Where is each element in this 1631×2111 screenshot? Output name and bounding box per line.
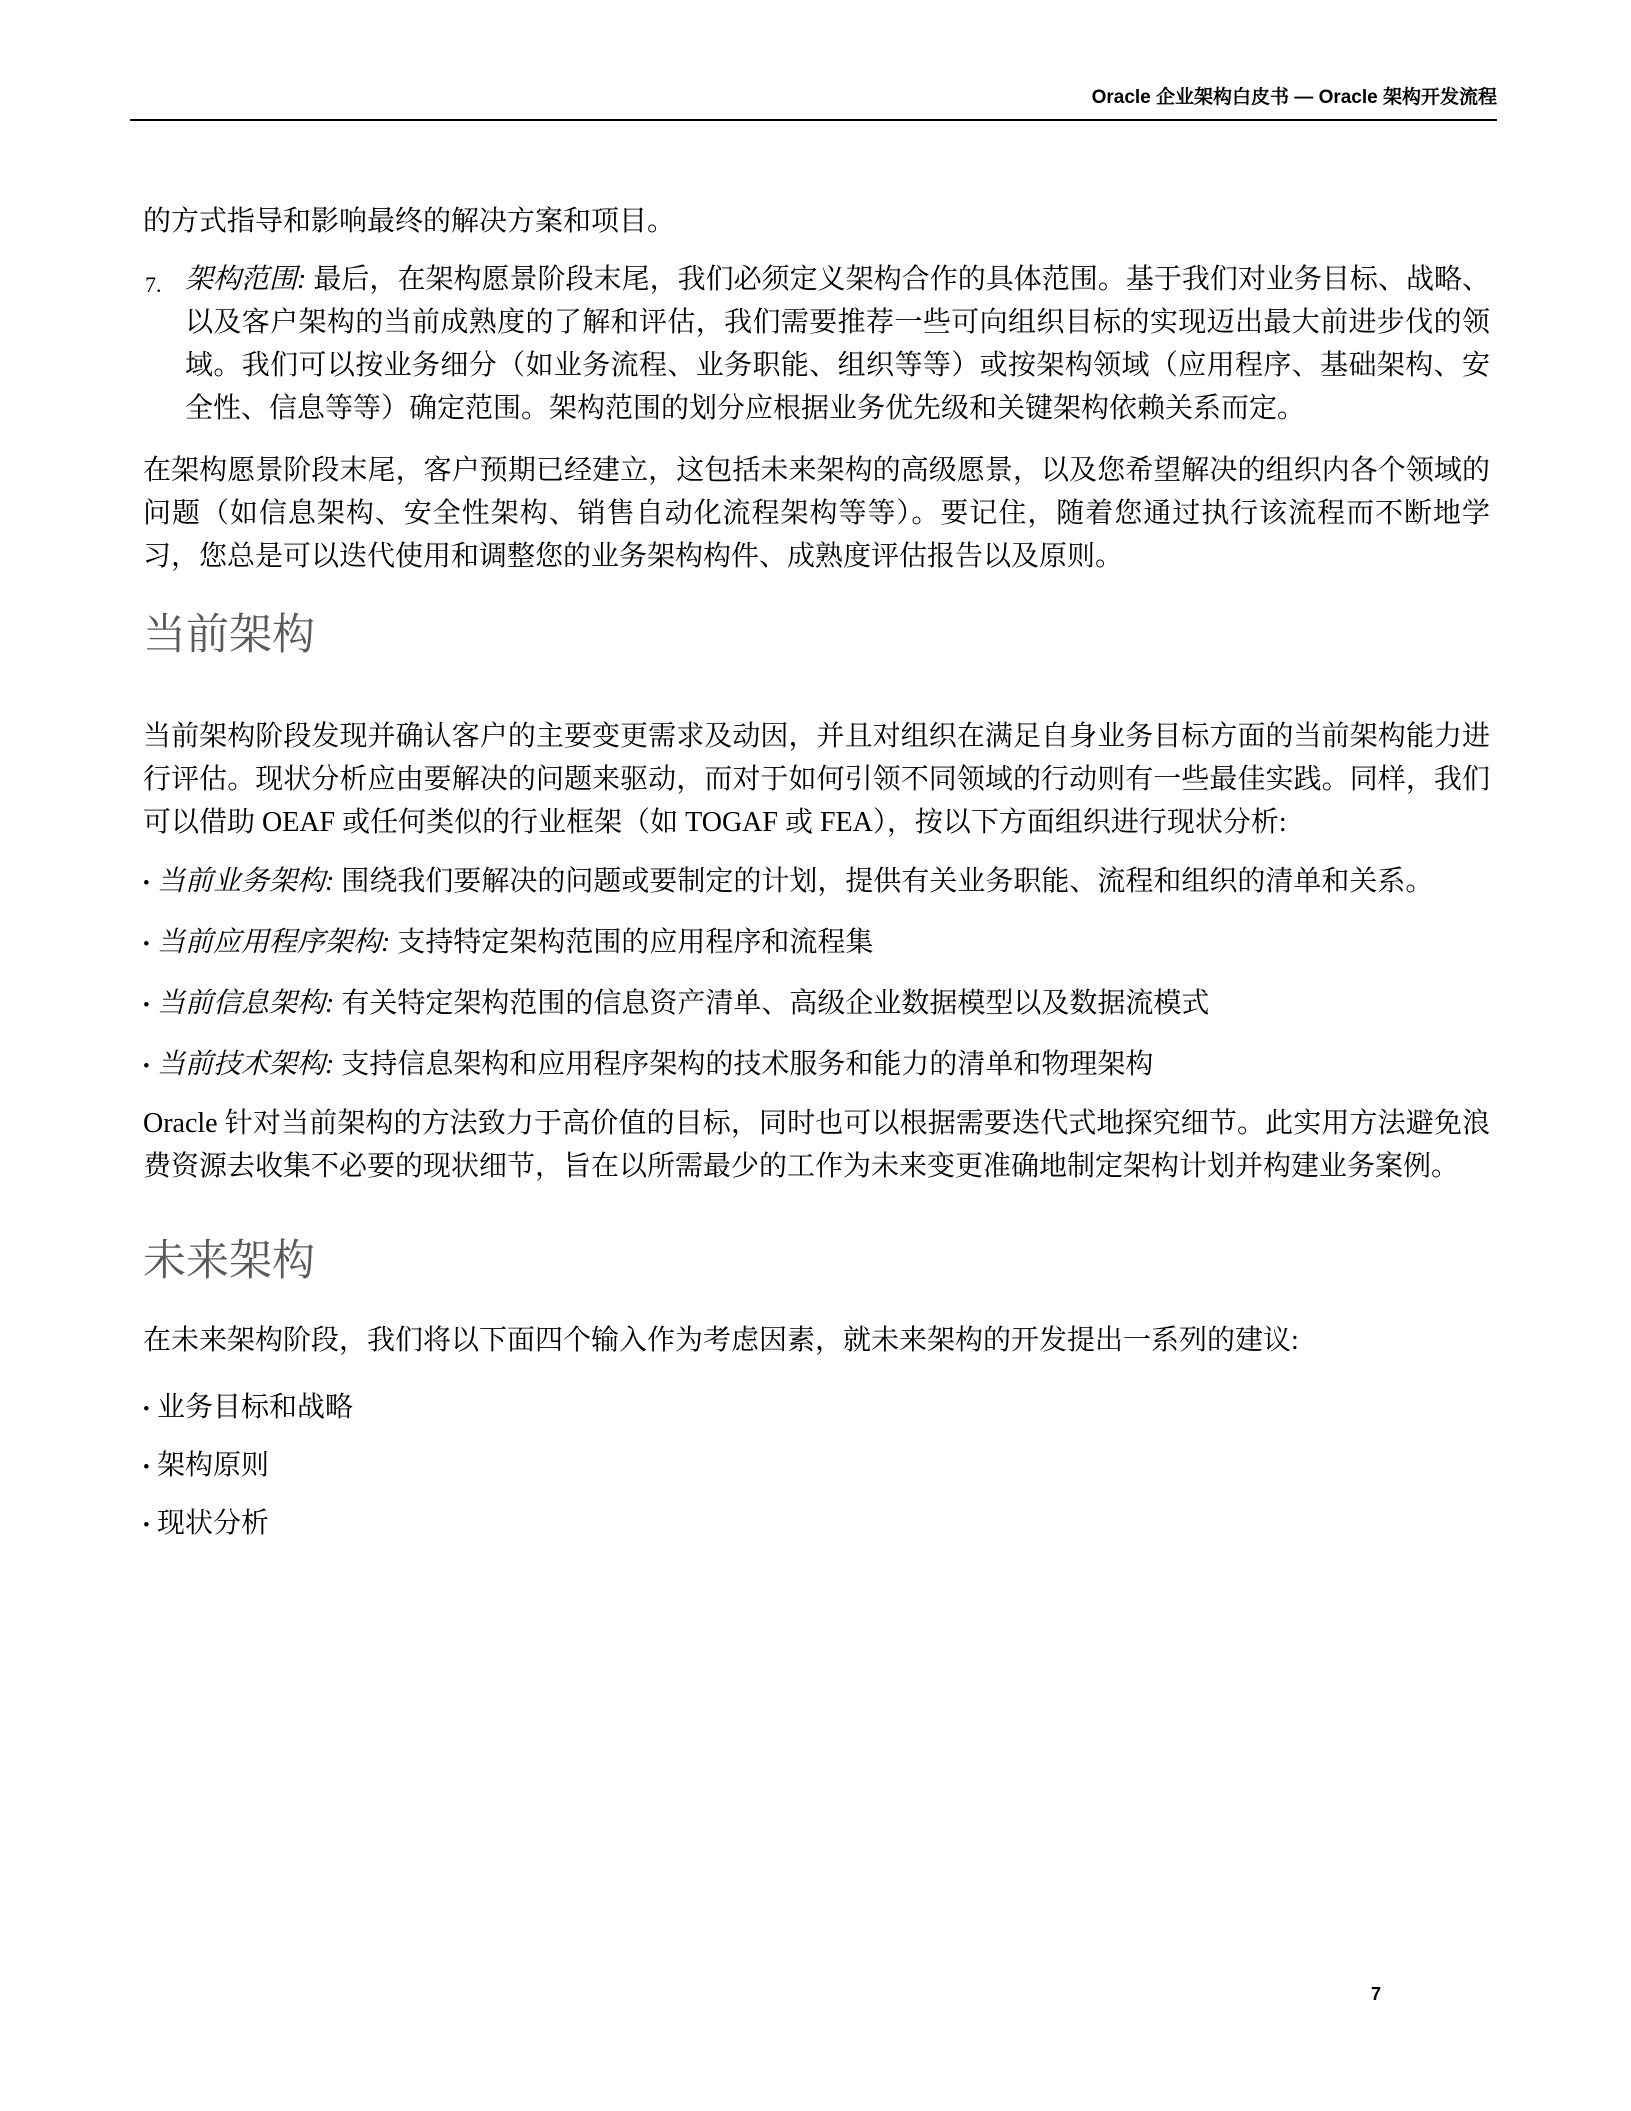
bullet-lead: 当前信息架构: [157, 988, 335, 1019]
page-number: 7 [1371, 1984, 1382, 2004]
bullet-lead: 当前业务架构: [157, 866, 335, 897]
bullet-text: 业务目标和战略 [157, 1392, 354, 1423]
document-body [143, 200, 1490, 1547]
current-outro-paragraph: Oracle 针对当前架构的方法致力于高价值的目标，同时也可以根据需要迭代式地探究细节。此实用方法避免浪费资源去收集不必要的现状细节，旨在以所需最少的工作为未来变更准确地制定架构计划并构建业务案例。 [143, 1108, 1490, 1182]
section-heading-current-architecture: 当前架构 [143, 611, 315, 659]
bullet-item-current-state-analysis [143, 1502, 1490, 1547]
header-rule [130, 119, 1497, 121]
header-title: Oracle 企业架构白皮书 — Oracle 架构开发流程 [1091, 87, 1497, 108]
bullet-item-business-goals [143, 1386, 1490, 1431]
future-intro-paragraph: 在未来架构阶段，我们将以下面四个输入作为考虑因素，就未来架构的开发提出一系列的建议: [143, 1325, 1299, 1356]
current-intro-paragraph: 当前架构阶段发现并确认客户的主要变更需求及动因，并且对组织在满足自身业务目标方面的当前架构能力进行评估。现状分析应由要解决的问题来驱动，而对于如何引领不同领域的行动则有一些最佳实践。同样，我们可以借助 OEAF 或任何类似的行业框架（如 TOGAF 或 FEA），按以下方面组织进行现状分析: [143, 721, 1490, 838]
numbered-item-7 [143, 258, 1490, 430]
bullet-icon: • [143, 1399, 150, 1420]
continuation-paragraph: 的方式指导和影响最终的解决方案和项目。 [143, 206, 676, 237]
bullet-lead: 当前应用程序架构: [157, 927, 391, 958]
bullet-item-business-architecture [143, 860, 1490, 905]
bullet-text: 架构原则 [157, 1450, 270, 1481]
page-header [130, 0, 1497, 121]
bullet-text: 现状分析 [157, 1508, 270, 1539]
vision-paragraph: 在架构愿景阶段末尾，客户预期已经建立，这包括未来架构的高级愿景，以及您希望解决的组织内各个领域的问题（如信息架构、安全性架构、销售自动化流程架构等等）。要记住，随着您通过执行该流程而不断地学习，您总是可以迭代使用和调整您的业务架构构件、成熟度评估报告以及原则。 [143, 455, 1490, 572]
bullet-text: 围绕我们要解决的问题或要制定的计划，提供有关业务职能、流程和组织的清单和关系。 [334, 866, 1434, 897]
bullet-icon: • [143, 1515, 150, 1536]
item-lead: 架构范围: [185, 264, 307, 295]
bullet-item-application-architecture [143, 921, 1490, 966]
bullet-icon: • [143, 1457, 150, 1478]
bullet-icon: • [143, 1056, 150, 1077]
bullet-text: 支持特定架构范围的应用程序和流程集 [390, 927, 874, 958]
bullet-icon: • [143, 873, 150, 894]
bullet-text: 有关特定架构范围的信息资产清单、高级企业数据模型以及数据流模式 [334, 988, 1210, 1019]
item-number: 7. [145, 272, 162, 297]
bullet-item-architecture-principles [143, 1444, 1490, 1489]
bullet-item-information-architecture [143, 982, 1490, 1027]
item-text: 最后，在架构愿景阶段末尾，我们必须定义架构合作的具体范围。基于我们对业务目标、战略、以及客户架构的当前成熟度的了解和评估，我们需要推荐一些可向组织目标的实现迈出最大前进步伐的领域。我们可以按业务细分（如业务流程、业务职能、组织等等）或按架构领域（应用程序、基础架构、安全性、信息等等）确定范围。架构范围的划分应根据业务优先级和关键架构依赖关系而定。 [185, 264, 1490, 424]
section-heading-future-architecture: 未来架构 [143, 1237, 315, 1285]
bullet-lead: 当前技术架构: [157, 1049, 335, 1080]
bullet-text: 支持信息架构和应用程序架构的技术服务和能力的清单和物理架构 [334, 1049, 1154, 1080]
bullet-icon: • [143, 995, 150, 1016]
bullet-icon: • [143, 934, 150, 955]
bullet-item-technology-architecture [143, 1043, 1490, 1088]
